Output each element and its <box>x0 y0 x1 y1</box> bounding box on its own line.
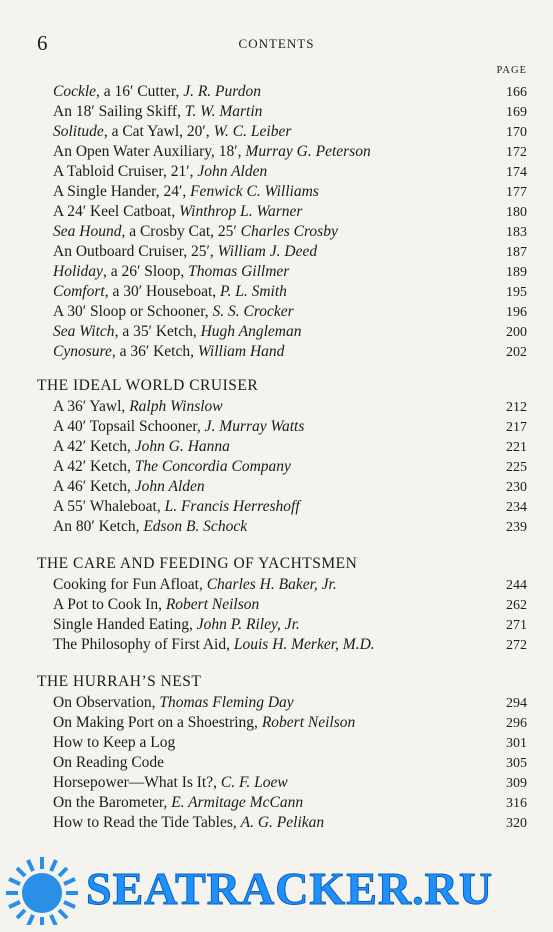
running-head: CONTENTS <box>238 36 315 51</box>
section-title-hurrahs-nest: THE HURRAH’S NEST <box>37 673 202 690</box>
entry-page-number: 294 <box>506 696 527 711</box>
toc-entry <box>53 202 527 222</box>
entry-title <box>53 595 259 615</box>
entry-page-number: 225 <box>506 460 527 475</box>
entry-lead: A Pot to Cook In, <box>53 596 166 613</box>
entry-title <box>53 397 223 417</box>
page-number: 6 <box>37 31 48 55</box>
entry-author: John Alden <box>197 163 268 180</box>
toc-entry <box>53 262 527 282</box>
entry-author: Charles Crosby <box>240 223 338 240</box>
entry-lead: On the Barometer, <box>53 794 172 811</box>
entry-description: , a Cat Yawl, 20′, <box>103 123 214 140</box>
entry-lead: An Outboard Cruiser, 25′, <box>53 243 218 260</box>
entry-title <box>53 262 289 282</box>
entry-title <box>53 813 324 833</box>
entry-page-number: 169 <box>506 105 527 120</box>
entry-boat-name: Sea Witch <box>53 323 115 340</box>
entry-author: Edson B. Schock <box>143 518 248 535</box>
entry-author: Murray G. Peterson <box>245 143 371 160</box>
entry-author: Robert Neilson <box>261 714 356 731</box>
entry-title <box>53 222 338 242</box>
entry-page-number: 234 <box>506 500 527 515</box>
entry-title <box>53 733 175 753</box>
toc-entry <box>53 102 527 122</box>
entry-title <box>53 182 319 202</box>
entry-author: John P. Riley, Jr. <box>196 616 300 633</box>
entry-title <box>53 457 291 477</box>
entry-title <box>53 302 294 322</box>
toc-entry <box>53 282 527 302</box>
entry-title <box>53 793 303 813</box>
toc-section-2 <box>53 397 527 537</box>
entry-page-number: 305 <box>506 756 527 771</box>
entry-lead: A 40′ Topsail Schooner, <box>53 418 205 435</box>
toc-section-3 <box>53 575 527 655</box>
entry-page-number: 271 <box>506 618 527 633</box>
toc-entry <box>53 457 527 477</box>
entry-lead: The Philosophy of First Aid, <box>53 636 234 653</box>
entry-page-number: 174 <box>506 165 527 180</box>
section-title-care-and-feeding: THE CARE AND FEEDING OF YACHTSMEN <box>37 555 358 572</box>
entry-lead: Cooking for Fun Afloat, <box>53 576 207 593</box>
toc-entry <box>53 397 527 417</box>
entry-title <box>53 82 261 102</box>
toc-entry <box>53 322 527 342</box>
entry-lead: How to Read the Tide Tables, <box>53 814 241 831</box>
entry-lead: A 46′ Ketch, <box>53 478 135 495</box>
toc-entry <box>53 773 527 793</box>
entry-page-number: 272 <box>506 638 527 653</box>
entry-author: L. Francis Herreshoff <box>164 498 300 515</box>
entry-page-number: 177 <box>506 185 527 200</box>
entry-author: W. C. Leiber <box>213 123 292 140</box>
entry-lead: On Making Port on a Shoestring, <box>53 714 262 731</box>
entry-title <box>53 773 288 793</box>
entry-title <box>53 242 317 262</box>
toc-entry <box>53 595 527 615</box>
entry-lead: On Reading Code <box>53 754 165 771</box>
watermark-text: SEATRACKER.RU <box>86 863 494 914</box>
toc-entry <box>53 517 527 537</box>
toc-entry <box>53 733 527 753</box>
toc-entry <box>53 162 527 182</box>
entry-title <box>53 517 247 537</box>
toc-entry <box>53 693 527 713</box>
entry-author: William Hand <box>197 343 285 360</box>
toc-entry <box>53 713 527 733</box>
entry-boat-name: Solitude <box>53 123 104 140</box>
entry-author: Louis H. Merker, M.D. <box>233 636 375 653</box>
entry-author: Fenwick C. Williams <box>190 183 319 200</box>
entry-author: Ralph Winslow <box>129 398 223 415</box>
page-column-label: PAGE <box>496 65 527 76</box>
entry-title <box>53 575 337 595</box>
section-title-ideal-world-cruiser: THE IDEAL WORLD CRUISER <box>37 377 259 394</box>
entry-page-number: 166 <box>506 85 527 100</box>
entry-page-number: 189 <box>506 265 527 280</box>
entry-title <box>53 417 304 437</box>
toc-entry <box>53 82 527 102</box>
entry-title <box>53 202 302 222</box>
entry-author: S. S. Crocker <box>212 303 294 320</box>
entry-page-number: 200 <box>506 325 527 340</box>
toc-entry <box>53 417 527 437</box>
entry-title <box>53 322 301 342</box>
entry-description: , a 16′ Cutter, <box>96 83 184 100</box>
entry-boat-name: Comfort <box>53 283 105 300</box>
entry-title <box>53 693 294 713</box>
entry-author: T. W. Martin <box>184 103 263 120</box>
entry-lead: A 55′ Whaleboat, <box>53 498 165 515</box>
entry-boat-name: Holiday <box>53 263 103 280</box>
entry-page-number: 239 <box>506 520 527 535</box>
entry-author: J. R. Purdon <box>183 83 261 100</box>
entry-page-number: 195 <box>506 285 527 300</box>
toc-entry <box>53 242 527 262</box>
entry-title <box>53 282 287 302</box>
entry-author: William J. Deed <box>217 243 318 260</box>
toc-section-1 <box>53 82 527 362</box>
toc-section-4 <box>53 693 527 833</box>
entry-page-number: 244 <box>506 578 527 593</box>
toc-entry <box>53 222 527 242</box>
entry-page-number: 180 <box>506 205 527 220</box>
entry-author: Thomas Fleming Day <box>159 694 294 711</box>
entry-lead: A Single Hander, 24′, <box>53 183 191 200</box>
entry-page-number: 309 <box>506 776 527 791</box>
entry-boat-name: Sea Hound <box>53 223 122 240</box>
toc-entry <box>53 793 527 813</box>
entry-title <box>53 162 267 182</box>
entry-author: Hugh Angleman <box>200 323 302 340</box>
entry-author: Winthrop L. Warner <box>179 203 303 220</box>
entry-page-number: 202 <box>506 345 527 360</box>
toc-entry <box>53 477 527 497</box>
toc-entry <box>53 813 527 833</box>
entry-page-number: 196 <box>506 305 527 320</box>
entry-title <box>53 122 291 142</box>
entry-page-number: 301 <box>506 736 527 751</box>
entry-page-number: 230 <box>506 480 527 495</box>
entry-description: , a 30′ Houseboat, <box>104 283 220 300</box>
entry-page-number: 221 <box>506 440 527 455</box>
entry-boat-name: Cynosure <box>53 343 112 360</box>
entry-title <box>53 477 205 497</box>
entry-author: Robert Neilson <box>165 596 260 613</box>
entry-page-number: 187 <box>506 245 527 260</box>
entry-title <box>53 142 371 162</box>
entry-lead: Single Handed Eating, <box>53 616 197 633</box>
toc-entry <box>53 437 527 457</box>
entry-title <box>53 753 164 773</box>
entry-lead: An Open Water Auxiliary, 18′, <box>53 143 246 160</box>
entry-lead: A 24′ Keel Catboat, <box>53 203 180 220</box>
entry-title <box>53 437 230 457</box>
entry-author: Thomas Gillmer <box>188 263 290 280</box>
entry-author: J. Murray Watts <box>204 418 305 435</box>
entry-page-number: 183 <box>506 225 527 240</box>
entry-author: P. L. Smith <box>220 283 287 300</box>
entry-page-number: 262 <box>506 598 527 613</box>
entry-lead: A 30′ Sloop or Schooner, <box>53 303 213 320</box>
entry-description: , a Crosby Cat, 25′ <box>121 223 241 240</box>
entry-author: The Concordia Company <box>134 458 291 475</box>
entry-title <box>53 635 375 655</box>
entry-description: , a 26′ Sloop, <box>102 263 189 280</box>
toc-entry <box>53 122 527 142</box>
entry-page-number: 316 <box>506 796 527 811</box>
toc-entry <box>53 575 527 595</box>
entry-page-number: 172 <box>506 145 527 160</box>
entry-lead: A 42′ Ketch, <box>53 458 135 475</box>
entry-author: C. F. Loew <box>220 774 288 791</box>
entry-lead: How to Keep a Log <box>53 734 176 751</box>
entry-lead: An 18′ Sailing Skiff, <box>53 103 185 120</box>
entry-lead: A 36′ Yawl, <box>53 398 130 415</box>
entry-boat-name: Cockle <box>53 83 97 100</box>
entry-page-number: 296 <box>506 716 527 731</box>
entry-title <box>53 342 284 362</box>
toc-entry <box>53 753 527 773</box>
toc-entry <box>53 302 527 322</box>
entry-description: , a 36′ Ketch, <box>111 343 198 360</box>
entry-page-number: 212 <box>506 400 527 415</box>
entry-page-number: 217 <box>506 420 527 435</box>
entry-author: E. Armitage McCann <box>171 794 304 811</box>
toc-entry <box>53 342 527 362</box>
entry-title <box>53 497 300 517</box>
entry-title <box>53 615 300 635</box>
entry-title <box>53 713 355 733</box>
entry-author: John G. Hanna <box>134 438 230 455</box>
entry-author: Charles H. Baker, Jr. <box>206 576 337 593</box>
toc-entry <box>53 615 527 635</box>
entry-author: John Alden <box>134 478 205 495</box>
entry-title <box>53 102 262 122</box>
entry-lead: An 80′ Ketch, <box>53 518 144 535</box>
toc-entry <box>53 635 527 655</box>
toc-entry <box>53 182 527 202</box>
entry-lead: A Tabloid Cruiser, 21′, <box>53 163 198 180</box>
entry-page-number: 320 <box>506 816 527 831</box>
toc-entry <box>53 142 527 162</box>
entry-lead: Horsepower—What Is It?, <box>53 774 221 791</box>
entry-lead: A 42′ Ketch, <box>53 438 135 455</box>
entry-lead: On Observation, <box>53 694 160 711</box>
entry-description: , a 35′ Ketch, <box>114 323 201 340</box>
toc-entry <box>53 497 527 517</box>
entry-page-number: 170 <box>506 125 527 140</box>
entry-author: A. G. Pelikan <box>240 814 325 831</box>
